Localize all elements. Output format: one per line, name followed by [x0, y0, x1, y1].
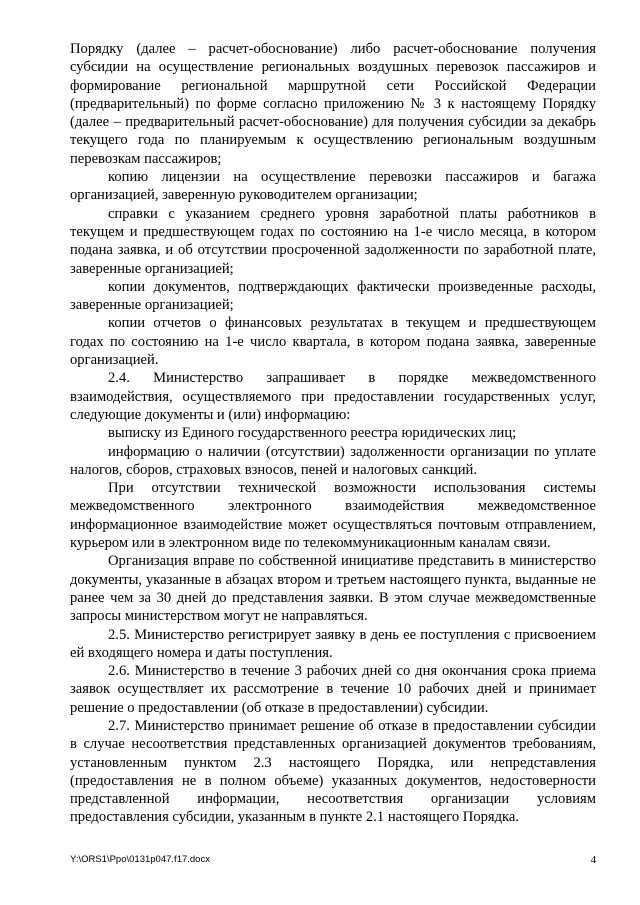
footer-file-path: Y:\ORS1\Ppo\0131p047.f17.docx	[70, 854, 210, 865]
paragraph-12: 2.6. Министерство в течение 3 рабочих дней со дня окончания срока приема заявок осуществляет их рассмотрение в течение 10 рабочих дней и принимает решение о предоставлении (об отказе в предоставлении) субсидии.	[70, 663, 596, 716]
paragraph-6: 2.4. Министерство запрашивает в порядке межведомственного взаимодействия, осуществляемого при предоставлении государственных услуг, следующие документы и (или) информацию:	[70, 370, 596, 423]
paragraph-13: 2.7. Министерство принимает решение об отказе в предоставлении субсидии в случае несоответствия представленных организацией документов требованиям, установленным пунктом 2.3 настоящего Порядка, или непредставления (предоставления не в полном объеме) указанных документов, недостоверности представленной информации, несоответствия организации условиям предоставления субсидии, указанным в пункте 2.1 настоящего Порядка.	[70, 717, 596, 826]
paragraph-1: Порядку (далее – расчет-обоснование) либо расчет-обоснование получения субсидии на осуществление региональных воздушных перевозок пассажиров и формирование региональной маршрутной сети Российской Федерации (предварительный) по форме согласно приложению № 3 к настоящему Порядку (далее – предварительный расчет-обоснование) для получения субсидии за декабрь текущего года по планируемым к осуществлению региональным воздушным перевозкам пассажиров;	[70, 41, 596, 167]
paragraph-10: Организация вправе по собственной инициативе представить в министерство документы, указанные в абзацах втором и третьем настоящего пункта, выданные не ранее чем за 30 дней до представления заявки. В этом случае межведомственные запросы министерством могут не направляться.	[70, 553, 596, 625]
paragraph-9: При отсутствии технической возможности использования системы межведомственного электронного взаимодействия межведомственное информационное взаимодействие может осуществляться почтовым отправлением, курьером или в электронном виде по телекоммуникационным каналам связи.	[70, 480, 596, 552]
paragraph-2: копию лицензии на осуществление перевозки пассажиров и багажа организацией, заверенную руководителем организации;	[70, 169, 596, 204]
paragraph-5: копии отчетов о финансовых результатах в текущем и предшествующем годах по состоянию на 1-е число квартала, в котором подана заявка, заверенные организацией.	[70, 315, 596, 369]
paragraph-11: 2.5. Министерство регистрирует заявку в день ее поступления с присвоением ей входящего номера и даты поступления.	[70, 626, 596, 661]
page-number: 4	[590, 854, 596, 866]
document-body	[70, 40, 596, 827]
paragraph-8: информацию о наличии (отсутствии) задолженности организации по уплате налогов, сборов, страховых взносов, пеней и налоговых санкций.	[70, 443, 596, 478]
paragraph-4: копии документов, подтверждающих фактически произведенные расходы, заверенные организацией;	[70, 278, 596, 314]
paragraph-3: справки с указанием среднего уровня заработной платы работников в текущем и предшествующем годах по состоянию на 1-е число месяца, в котором подана заявка, и об отсутствии просроченной задолженности по заработной плате, заверенные организацией;	[70, 205, 596, 277]
paragraph-7: выписку из Единого государственного реестра юридических лиц;	[108, 425, 517, 442]
